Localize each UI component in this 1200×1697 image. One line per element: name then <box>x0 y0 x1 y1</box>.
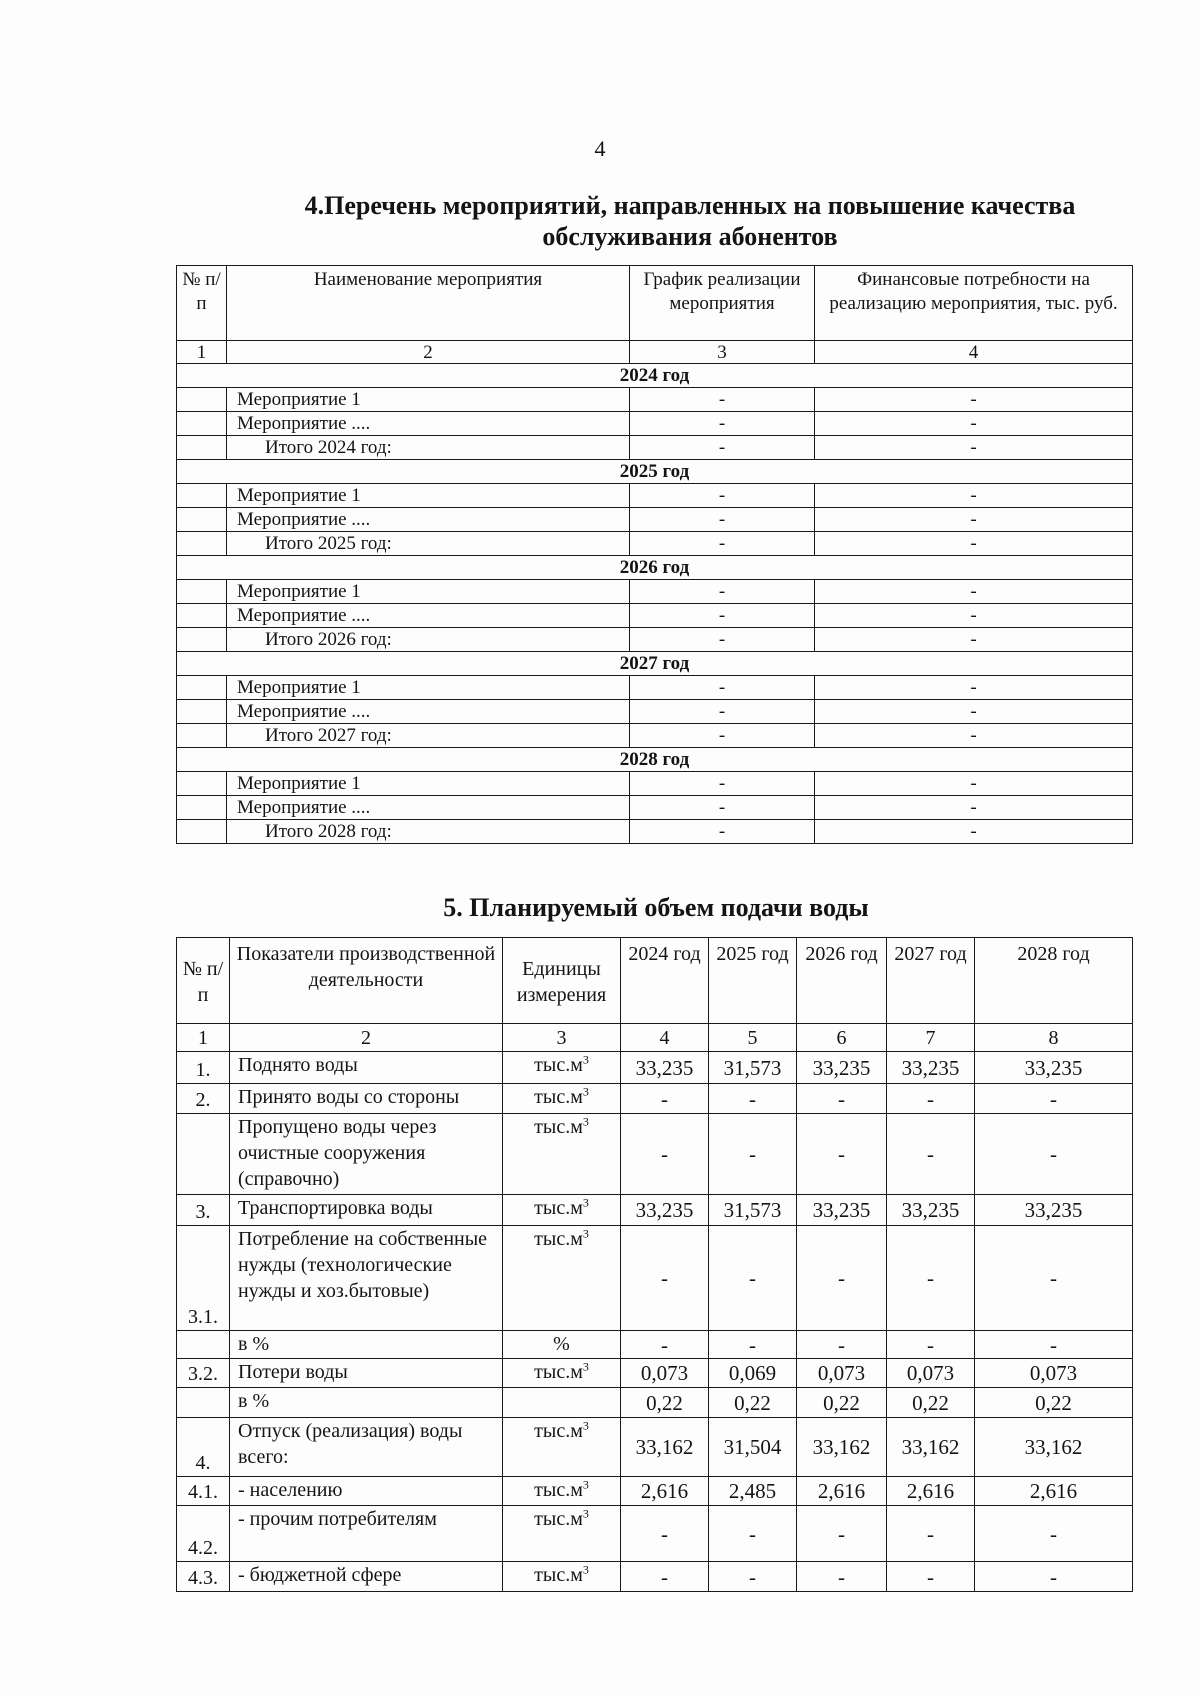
activities-table <box>176 265 1133 844</box>
schedule-value: - <box>630 628 815 652</box>
row-number: 3.2. <box>177 1359 230 1388</box>
row-number: 3. <box>177 1195 230 1226</box>
column-header: Показатели производственной деятельности <box>230 938 503 1024</box>
column-number: 8 <box>975 1024 1133 1052</box>
total-label: Итого 2027 год: <box>227 724 630 748</box>
schedule-value: - <box>630 532 815 556</box>
year-value: 0,22 <box>975 1388 1133 1418</box>
year-value: - <box>621 1084 709 1114</box>
column-number: 4 <box>815 341 1133 364</box>
year-value: 33,235 <box>797 1052 887 1084</box>
indicator-name: - прочим потребителям <box>230 1506 503 1562</box>
schedule-value: - <box>630 772 815 796</box>
row-number <box>177 628 227 652</box>
unit-label: тыс.м <box>534 1054 583 1076</box>
year-value: - <box>709 1226 797 1331</box>
table-row <box>177 484 1133 508</box>
schedule-value: - <box>630 796 815 820</box>
table-row <box>177 1084 1133 1114</box>
year-value: - <box>797 1114 887 1195</box>
year-value: - <box>797 1506 887 1562</box>
year-value: - <box>975 1226 1133 1331</box>
year-value: 33,162 <box>975 1418 1133 1477</box>
year-value: - <box>975 1562 1133 1592</box>
year-value: - <box>887 1226 975 1331</box>
row-number <box>177 604 227 628</box>
finance-value: - <box>815 532 1133 556</box>
column-number-row <box>177 1024 1133 1052</box>
indicator-name: Пропущено воды через очистные сооружения (справочно) <box>230 1114 503 1195</box>
table-row <box>177 796 1133 820</box>
row-number <box>177 484 227 508</box>
table-row <box>177 532 1133 556</box>
schedule-value: - <box>630 508 815 532</box>
year-value: 33,235 <box>975 1052 1133 1084</box>
total-label: Итого 2024 год: <box>227 436 630 460</box>
schedule-value: - <box>630 412 815 436</box>
row-number <box>177 820 227 844</box>
unit-superscript: 3 <box>582 1562 589 1577</box>
year-value: - <box>709 1506 797 1562</box>
row-number: 2. <box>177 1084 230 1114</box>
total-label: Итого 2025 год: <box>227 532 630 556</box>
year-value: 2,616 <box>621 1477 709 1506</box>
unit-label: тыс.м <box>534 1564 583 1586</box>
unit-label: тыс.м <box>534 1197 583 1219</box>
column-header: № п/п <box>177 266 227 341</box>
unit-label: тыс.м <box>534 1420 583 1442</box>
water-supply-table <box>176 937 1133 1592</box>
table-row <box>177 388 1133 412</box>
unit-superscript: 3 <box>582 1477 589 1492</box>
year-value: 33,235 <box>975 1195 1133 1226</box>
unit-label: тыс.м <box>534 1228 583 1250</box>
column-number: 2 <box>230 1024 503 1052</box>
activity-name: Мероприятие 1 <box>227 772 630 796</box>
unit-cell <box>503 1477 621 1506</box>
year-value: 0,22 <box>709 1388 797 1418</box>
column-number: 6 <box>797 1024 887 1052</box>
row-number: 4. <box>177 1418 230 1477</box>
indicator-name: Потребление на собственные нужды (технологические нужды и хоз.бытовые) <box>230 1226 503 1331</box>
table-row <box>177 1195 1133 1226</box>
indicator-name: - бюджетной сфере <box>230 1562 503 1592</box>
finance-value: - <box>815 508 1133 532</box>
year-value: 33,162 <box>887 1418 975 1477</box>
year-value: - <box>887 1562 975 1592</box>
table-row <box>177 1331 1133 1359</box>
year-label: 2026 год <box>177 556 1133 580</box>
year-value: - <box>887 1331 975 1359</box>
year-value: 2,616 <box>797 1477 887 1506</box>
year-value: 0,22 <box>887 1388 975 1418</box>
year-label: 2028 год <box>177 748 1133 772</box>
year-value: 33,235 <box>621 1195 709 1226</box>
year-value: 33,235 <box>797 1195 887 1226</box>
activity-name: Мероприятие .... <box>227 508 630 532</box>
row-number: 4.3. <box>177 1562 230 1592</box>
table-row <box>177 412 1133 436</box>
column-number: 3 <box>630 341 815 364</box>
unit-cell <box>503 1114 621 1195</box>
schedule-value: - <box>630 388 815 412</box>
year-value: - <box>975 1506 1133 1562</box>
year-value: - <box>621 1226 709 1331</box>
unit-cell <box>503 1562 621 1592</box>
row-number <box>177 1114 230 1195</box>
indicator-name: Потери воды <box>230 1359 503 1388</box>
year-value: 0,22 <box>797 1388 887 1418</box>
row-number <box>177 1331 230 1359</box>
year-value: 31,504 <box>709 1418 797 1477</box>
activity-name: Мероприятие .... <box>227 796 630 820</box>
column-number: 3 <box>503 1024 621 1052</box>
unit-superscript: 3 <box>582 1418 589 1433</box>
year-value: - <box>797 1226 887 1331</box>
row-number <box>177 1388 230 1418</box>
table-row <box>177 676 1133 700</box>
unit-superscript: 3 <box>582 1084 589 1099</box>
year-value: - <box>797 1084 887 1114</box>
schedule-value: - <box>630 580 815 604</box>
table-row <box>177 436 1133 460</box>
year-label: 2027 год <box>177 652 1133 676</box>
year-value: - <box>887 1114 975 1195</box>
activity-name: Мероприятие .... <box>227 412 630 436</box>
year-group-row <box>177 460 1133 484</box>
indicator-name: в % <box>230 1331 503 1359</box>
year-value: - <box>975 1331 1133 1359</box>
row-number: 4.1. <box>177 1477 230 1506</box>
year-value: - <box>621 1562 709 1592</box>
row-number <box>177 508 227 532</box>
column-header: График реализации мероприятия <box>630 266 815 341</box>
indicator-name: - населению <box>230 1477 503 1506</box>
unit-label: тыс.м <box>534 1116 583 1138</box>
table-row <box>177 1477 1133 1506</box>
year-label: 2024 год <box>177 364 1133 388</box>
year-value: 2,616 <box>975 1477 1133 1506</box>
year-value: - <box>797 1562 887 1592</box>
finance-value: - <box>815 700 1133 724</box>
section-4-title: 4.Перечень мероприятий, направленных на повышение качества обслуживания абонентов <box>304 191 1076 251</box>
year-value: 33,235 <box>887 1052 975 1084</box>
indicator-name: Транспортировка воды <box>230 1195 503 1226</box>
table-row <box>177 580 1133 604</box>
activity-name: Мероприятие 1 <box>227 388 630 412</box>
year-value: 31,573 <box>709 1195 797 1226</box>
year-group-row <box>177 364 1133 388</box>
year-value: 0,073 <box>887 1359 975 1388</box>
section-5-title: 5. Планируемый объем подачи воды <box>443 893 869 922</box>
row-number <box>177 700 227 724</box>
column-number: 7 <box>887 1024 975 1052</box>
unit-cell <box>503 1388 621 1418</box>
table-row <box>177 508 1133 532</box>
indicator-name: в % <box>230 1388 503 1418</box>
year-value: - <box>975 1084 1133 1114</box>
finance-value: - <box>815 580 1133 604</box>
total-label: Итого 2026 год: <box>227 628 630 652</box>
finance-value: - <box>815 388 1133 412</box>
year-value: 0,073 <box>975 1359 1133 1388</box>
year-value: 33,235 <box>621 1052 709 1084</box>
unit-cell <box>503 1506 621 1562</box>
finance-value: - <box>815 436 1133 460</box>
unit-superscript: 3 <box>582 1052 589 1067</box>
unit-cell <box>503 1084 621 1114</box>
finance-value: - <box>815 412 1133 436</box>
finance-value: - <box>815 604 1133 628</box>
unit-label: тыс.м <box>534 1086 583 1108</box>
table-row <box>177 820 1133 844</box>
year-value: - <box>709 1562 797 1592</box>
row-number: 3.1. <box>177 1226 230 1331</box>
row-number <box>177 724 227 748</box>
unit-superscript: 3 <box>582 1114 589 1129</box>
year-value: 33,162 <box>621 1418 709 1477</box>
year-value: - <box>975 1114 1133 1195</box>
unit-superscript: 3 <box>582 1506 589 1521</box>
table-row <box>177 1418 1133 1477</box>
year-value: 0,069 <box>709 1359 797 1388</box>
unit-label: тыс.м <box>534 1479 583 1501</box>
year-value: 2,616 <box>887 1477 975 1506</box>
table-row <box>177 724 1133 748</box>
activity-name: Мероприятие 1 <box>227 676 630 700</box>
column-header: Наименование мероприятия <box>227 266 630 341</box>
year-value: - <box>797 1331 887 1359</box>
table-row <box>177 1388 1133 1418</box>
column-number: 2 <box>227 341 630 364</box>
column-header: 2028 год <box>975 938 1133 1024</box>
year-value: - <box>709 1331 797 1359</box>
unit-cell <box>503 1331 621 1359</box>
year-value: 33,235 <box>887 1195 975 1226</box>
activity-name: Мероприятие .... <box>227 604 630 628</box>
year-group-row <box>177 556 1133 580</box>
activity-name: Мероприятие .... <box>227 700 630 724</box>
year-value: 0,073 <box>621 1359 709 1388</box>
column-header: Единицы измерения <box>503 938 621 1024</box>
column-header: Финансовые потребности на реализацию мероприятия, тыс. руб. <box>815 266 1133 341</box>
schedule-value: - <box>630 436 815 460</box>
finance-value: - <box>815 724 1133 748</box>
table-row <box>177 1052 1133 1084</box>
column-header: 2025 год <box>709 938 797 1024</box>
unit-cell <box>503 1052 621 1084</box>
schedule-value: - <box>630 820 815 844</box>
table-row <box>177 1359 1133 1388</box>
schedule-value: - <box>630 604 815 628</box>
year-group-row <box>177 652 1133 676</box>
table-header-row <box>177 938 1133 1024</box>
unit-cell <box>503 1226 621 1331</box>
table-row <box>177 1114 1133 1195</box>
year-value: 2,485 <box>709 1477 797 1506</box>
schedule-value: - <box>630 676 815 700</box>
column-number: 5 <box>709 1024 797 1052</box>
year-value: 31,573 <box>709 1052 797 1084</box>
activity-name: Мероприятие 1 <box>227 580 630 604</box>
year-value: - <box>887 1084 975 1114</box>
table-row <box>177 628 1133 652</box>
table-row <box>177 1506 1133 1562</box>
indicator-name: Поднято воды <box>230 1052 503 1084</box>
row-number <box>177 772 227 796</box>
column-number: 4 <box>621 1024 709 1052</box>
year-label: 2025 год <box>177 460 1133 484</box>
indicator-name: Принято воды со стороны <box>230 1084 503 1114</box>
row-number: 1. <box>177 1052 230 1084</box>
indicator-name: Отпуск (реализация) воды всего: <box>230 1418 503 1477</box>
column-number-row <box>177 341 1133 364</box>
column-header: 2026 год <box>797 938 887 1024</box>
schedule-value: - <box>630 724 815 748</box>
finance-value: - <box>815 820 1133 844</box>
year-value: - <box>887 1506 975 1562</box>
year-value: - <box>621 1114 709 1195</box>
row-number <box>177 580 227 604</box>
finance-value: - <box>815 772 1133 796</box>
finance-value: - <box>815 628 1133 652</box>
unit-cell <box>503 1359 621 1388</box>
row-number <box>177 676 227 700</box>
unit-superscript: 3 <box>582 1195 589 1210</box>
unit-superscript: 3 <box>582 1359 589 1374</box>
table-header-row <box>177 266 1133 341</box>
total-label: Итого 2028 год: <box>227 820 630 844</box>
table-row <box>177 604 1133 628</box>
unit-cell <box>503 1418 621 1477</box>
unit-label: тыс.м <box>534 1361 583 1383</box>
table-row <box>177 772 1133 796</box>
unit-label: тыс.м <box>534 1508 583 1530</box>
row-number <box>177 388 227 412</box>
column-header: № п/п <box>177 938 230 1024</box>
row-number <box>177 436 227 460</box>
unit-superscript: 3 <box>582 1226 589 1241</box>
unit-label: % <box>553 1333 570 1355</box>
row-number <box>177 796 227 820</box>
year-value: - <box>621 1506 709 1562</box>
column-number: 1 <box>177 1024 230 1052</box>
year-value: - <box>709 1084 797 1114</box>
page-number: 4 <box>594 136 606 161</box>
year-group-row <box>177 748 1133 772</box>
row-number: 4.2. <box>177 1506 230 1562</box>
table-row <box>177 700 1133 724</box>
column-number: 1 <box>177 341 227 364</box>
unit-cell <box>503 1195 621 1226</box>
finance-value: - <box>815 796 1133 820</box>
finance-value: - <box>815 484 1133 508</box>
table-row <box>177 1226 1133 1331</box>
year-value: - <box>621 1331 709 1359</box>
year-value: - <box>709 1114 797 1195</box>
activity-name: Мероприятие 1 <box>227 484 630 508</box>
row-number <box>177 532 227 556</box>
schedule-value: - <box>630 700 815 724</box>
table-row <box>177 1562 1133 1592</box>
column-header: 2024 год <box>621 938 709 1024</box>
year-value: 0,073 <box>797 1359 887 1388</box>
row-number <box>177 412 227 436</box>
year-value: 0,22 <box>621 1388 709 1418</box>
finance-value: - <box>815 676 1133 700</box>
year-value: 33,162 <box>797 1418 887 1477</box>
schedule-value: - <box>630 484 815 508</box>
column-header: 2027 год <box>887 938 975 1024</box>
